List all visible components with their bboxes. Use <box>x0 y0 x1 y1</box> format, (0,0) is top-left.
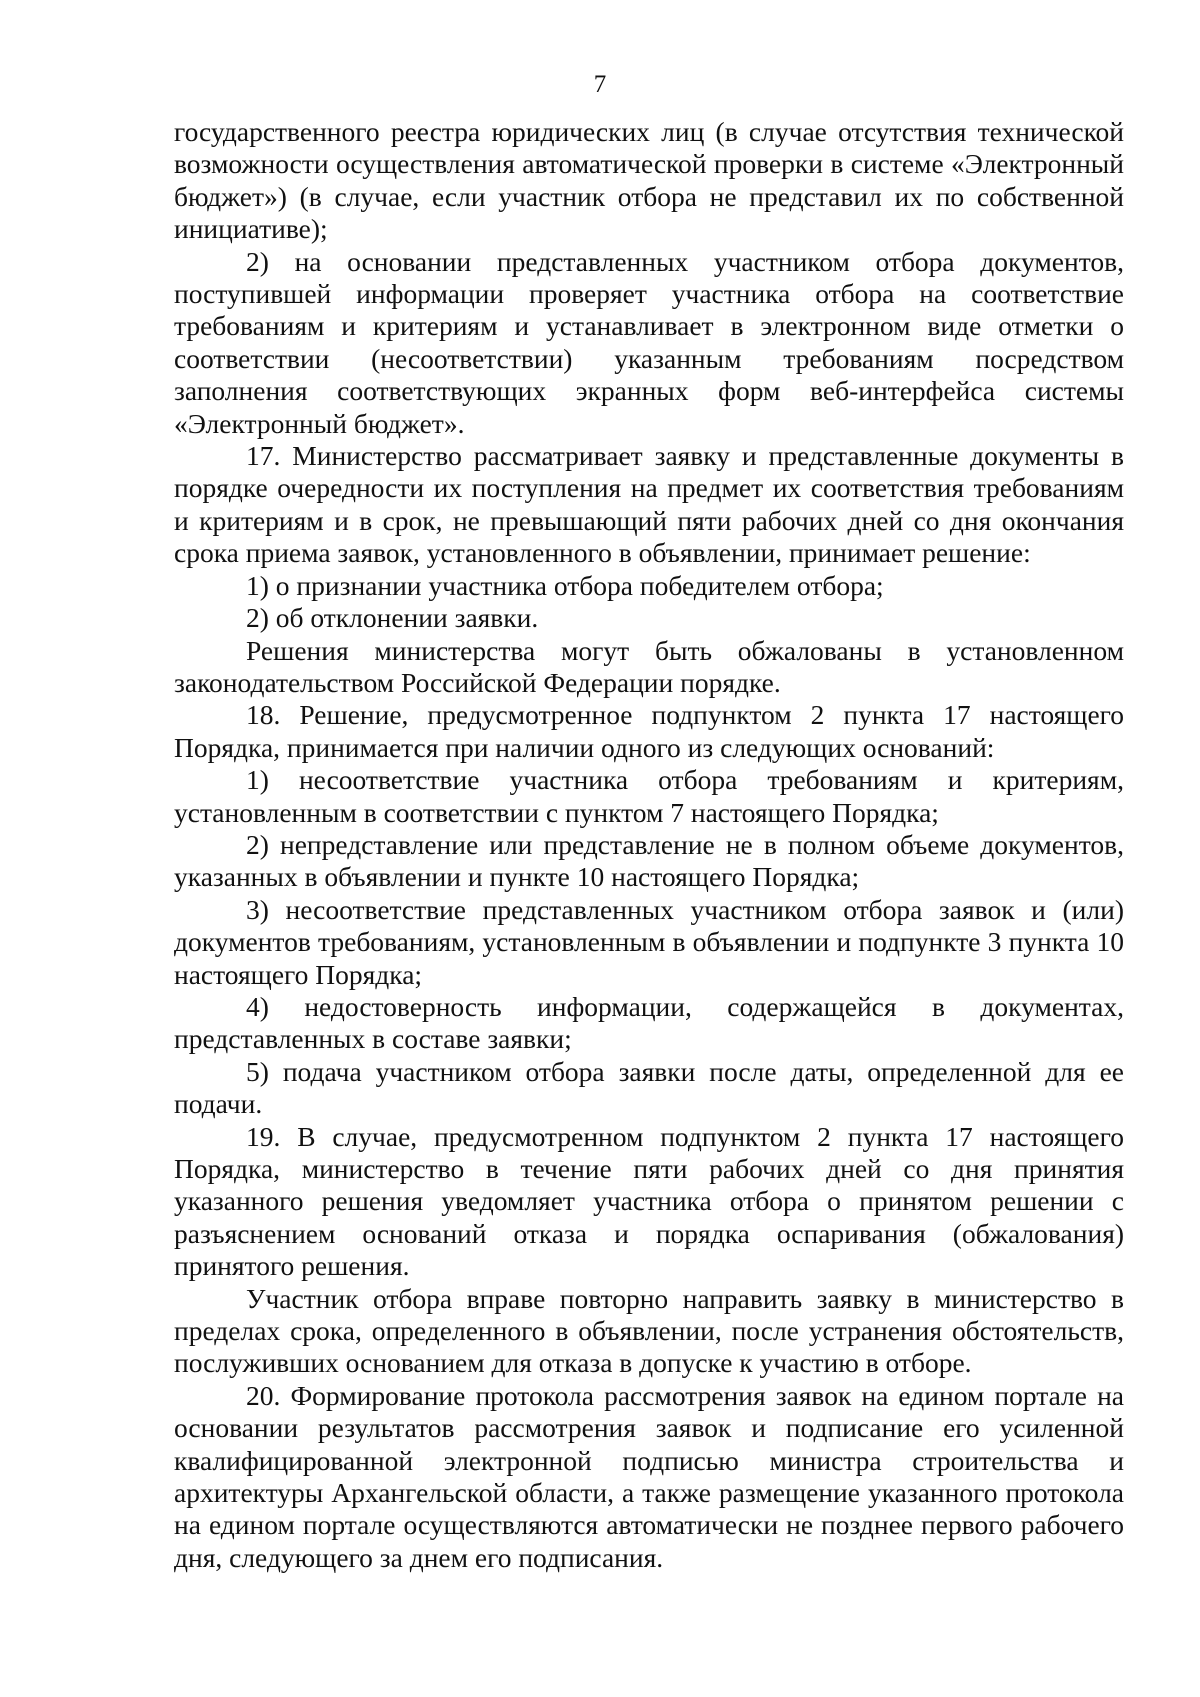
paragraph: Решения министерства могут быть обжалованы в установленном законодательством Российской Федерации порядке. <box>174 634 1124 698</box>
paragraph: 1) несоответствие участника отбора требованиям и критериям, установленным в соответствии с пунктом 7 настоящего Порядка; <box>174 764 1124 828</box>
paragraph: 19. В случае, предусмотренном подпунктом 2 пункта 17 настоящего Порядка, министерство в течение пяти рабочих дней со дня принятия указанного решения уведомляет участника отбора о принятом решении с разъяснением оснований отказа и порядка оспаривания (обжалования) принятого решения. <box>174 1120 1124 1282</box>
paragraph: 5) подача участником отбора заявки после даты, определенной для ее подачи. <box>174 1055 1124 1120</box>
paragraph: 20. Формирование протокола рассмотрения заявок на едином портале на основании результатов рассмотрения заявок и подписание его усиленной квалифицированной электронной подписью министра строительства и архитектуры Архангельской области, а также размещение указанного протокола на едином портале осуществляются автоматически не позднее первого рабочего дня, следующего за днем его подписания. <box>174 1379 1124 1573</box>
paragraph: 4) недостоверность информации, содержащейся в документах, представленных в составе заявки; <box>174 990 1124 1055</box>
paragraph: 2) об отклонении заявки. <box>246 602 539 634</box>
paragraph: 3) несоответствие представленных участником отбора заявок и (или) документов требованиям, установленным в объявлении и подпункте 3 пункта 10 настоящего Порядка; <box>174 893 1124 990</box>
page-number: 7 <box>593 71 607 98</box>
paragraph: государственного реестра юридических лиц (в случае отсутствия технической возможности осуществления автоматической проверки в системе «Электронный бюджет») (в случае, если участник отбора не представил их по собственной инициативе); <box>174 116 1124 245</box>
paragraph: 2) на основании представленных участником отбора документов, поступившей информации проверяет участника отбора на соответствие требованиям и критериям и устанавливает в электронном виде отметки о соответствии (несоответствии) указанным требованиям посредством заполнения соответствующих экранных форм веб-интерфейса системы «Электронный бюджет». <box>174 245 1124 439</box>
document-body <box>174 116 1124 1574</box>
paragraph: 2) непредставление или представление не в полном объеме документов, указанных в объявлении и пункте 10 настоящего Порядка; <box>174 828 1124 893</box>
paragraph: 17. Министерство рассматривает заявку и представленные документы в порядке очередности их поступления на предмет их соответствия требованиям и критериям и в срок, не превышающий пяти рабочих дней со дня окончания срока приема заявок, установленного в объявлении, принимает решение: <box>174 440 1124 569</box>
paragraph: 18. Решение, предусмотренное подпунктом 2 пункта 17 настоящего Порядка, принимается при наличии одного из следующих оснований: <box>174 699 1124 763</box>
paragraph: 1) о признании участника отбора победителем отбора; <box>246 569 884 601</box>
paragraph: Участник отбора вправе повторно направить заявку в министерство в пределах срока, определенного в объявлении, после устранения обстоятельств, послуживших основанием для отказа в допуске к участию в отборе. <box>174 1282 1124 1379</box>
